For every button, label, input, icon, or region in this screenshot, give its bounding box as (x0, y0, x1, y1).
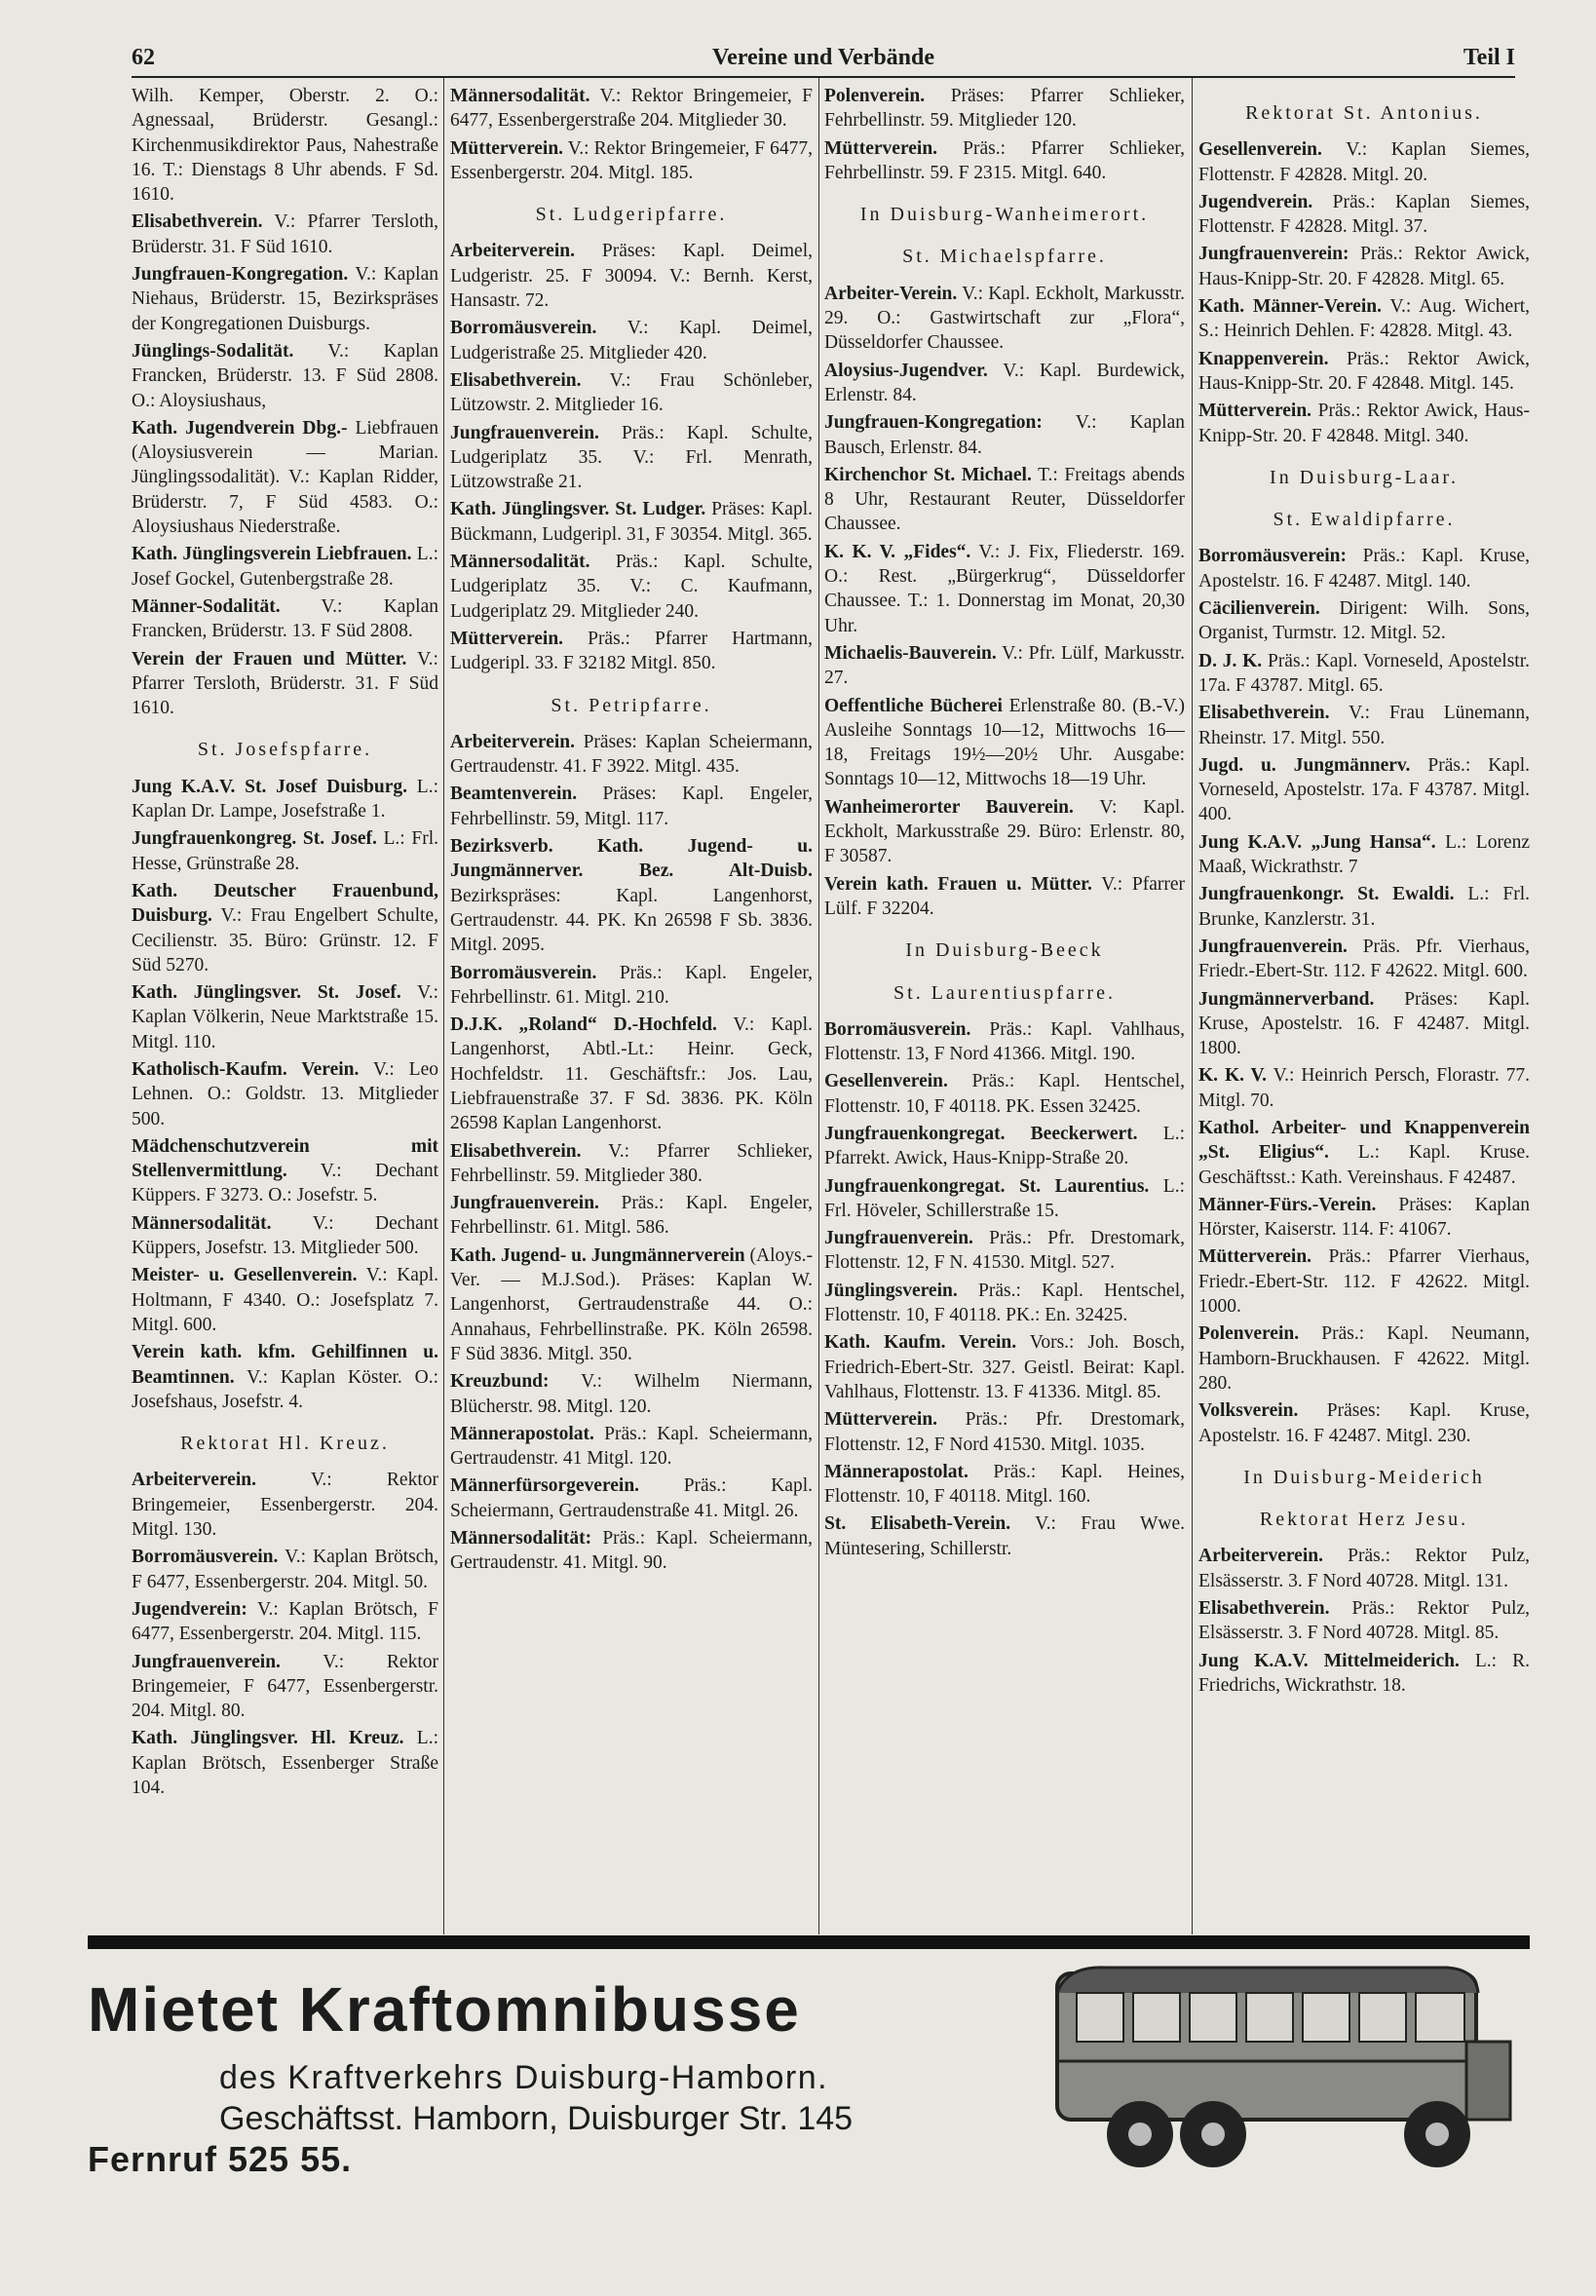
association-name: Männersodalität. (450, 86, 590, 106)
association-details: V.: J. Fix, Fliederstr. 169. O.: Rest. „Bürgerkrug“, Düsseldorfer Chaussee. T.: 1. Donnerstag im Monat, 20,30 Uhr. (824, 541, 1185, 636)
association-name: Männer-Fürs.-Verein. (1198, 1194, 1377, 1215)
association-details: V.: Pfarrer Tersloth, Brüderstr. 31. F Süd 1610. (132, 211, 438, 257)
association-entry (1198, 701, 1530, 750)
association-entry (450, 368, 813, 418)
association-entry (1198, 935, 1530, 984)
association-entry (1198, 1244, 1530, 1319)
association-name: Mütterverein. (824, 137, 938, 159)
association-details: L.: Lorenz Maaß, Wickrathstr. 7 (1198, 831, 1530, 878)
association-name: Arbeiterverein. (450, 731, 575, 752)
association-name: K. K. V. „Fides“. (824, 541, 971, 562)
association-details: Präs.: Pfr. Drestomark, Flottenstr. 12, F Nord 41530. Mitgl. 1035. (824, 1409, 1185, 1455)
association-details: L.: Josef Gockel, Gutenbergstraße 28. (132, 544, 438, 590)
running-title: Vereine und Verbände (711, 45, 935, 70)
association-entry (824, 84, 1185, 134)
association-entry (1198, 399, 1530, 448)
association-details: Präs.: Rektor Awick, Haus-Knipp-Str. 20. F 42848. Mitgl. 145. (1198, 348, 1530, 394)
association-details: V.: Kaplan Brötsch, F 6477, Essenbergerstr. 204. Mitgl. 115. (132, 1598, 438, 1645)
column-1 (132, 84, 438, 1931)
association-entry (1198, 1063, 1530, 1113)
association-details: V.: Pfarrer Schlieker, Fehrbellinstr. 59. Mitglieder 380. (450, 1140, 813, 1186)
ad-phone: Fernruf 525 55. (88, 2139, 353, 2179)
association-details: V.: Dechant Küppers, Josefstr. 13. Mitglieder 500. (132, 1212, 438, 1259)
association-details: Präses: Pfarrer Schlieker, Fehrbellinstr. 59. Mitglieder 120. (824, 86, 1185, 132)
association-name: Mütterverein. (1198, 401, 1312, 422)
association-entry (132, 1263, 438, 1337)
association-name: Mütterverein. (450, 137, 564, 159)
section-heading: St. Ewaldipfarre. (1273, 509, 1456, 531)
association-entry (824, 282, 1185, 356)
association-name: Jung K.A.V. St. Josef Duisburg. (132, 776, 408, 797)
association-name: Jungfrauenkongregat. Beeckerwert. (824, 1123, 1138, 1144)
association-details: Präses: Kapl. Bückmann, Ludgeripl. 31, F 30354. Mitgl. 365. (450, 499, 813, 545)
association-entry (132, 594, 438, 644)
association-name: Elisabethverein. (450, 369, 582, 391)
section-heading: St. Petripfarre. (551, 694, 712, 716)
association-name: Männer-Sodalität. (132, 595, 281, 617)
association-details: Präs.: Kapl. Schulte, Ludgeriplatz 35. V.: Frl. Menrath, Lützowstraße 21. (450, 422, 813, 493)
association-name: Jungfrauen-Kongregation. (132, 264, 349, 286)
association-name: Elisabethverein. (1198, 1598, 1330, 1620)
association-entry (1198, 882, 1530, 932)
association-entry (132, 84, 438, 207)
section-heading: In Duisburg-Meiderich (1243, 1466, 1485, 1488)
association-name: Arbeiter-Verein. (824, 283, 958, 304)
association-entry (1198, 987, 1530, 1061)
association-name: Kath. Deutscher Frauenbund, Duisburg. (132, 880, 438, 927)
association-details: V.: Pfarrer Tersloth, Brüderstr. 31. F Süd 1610. (132, 648, 438, 719)
association-name: Jugendverein: (132, 1598, 247, 1620)
association-name: Jungfrauen-Kongregation: (824, 412, 1043, 434)
association-name: Jung K.A.V. „Jung Hansa“. (1198, 831, 1436, 853)
association-entry (450, 961, 813, 1011)
association-name: Jungfrauenverein. (450, 422, 599, 443)
association-name: Jugd. u. Jungmännerv. (1198, 754, 1411, 776)
association-name: Cäcilienverein. (1198, 598, 1320, 620)
association-details: Präs.: Kaplan Siemes, Flottenstr. F 42828. Mitgl. 37. (1198, 191, 1530, 238)
section-heading: St. Ludgeripfarre. (535, 204, 728, 226)
association-details: Präs.: Kapl. Vorneseld, Apostelstr. 17a. F 43787. Mitgl. 400. (1198, 754, 1530, 825)
association-entry (132, 1211, 438, 1261)
association-entry (450, 1244, 813, 1366)
association-details: L.: Frl. Hesse, Grünstraße 28. (132, 828, 438, 874)
association-details: V.: Frau Schönleber, Lützowstr. 2. Mitglieder 16. (450, 369, 813, 416)
association-name: D. J. K. (1198, 650, 1263, 671)
association-name: Elisabethverein. (450, 1140, 582, 1162)
association-entry (450, 497, 813, 547)
association-name: Mütterverein. (450, 628, 564, 649)
association-name: Jungfrauenkongr. St. Ewaldi. (1198, 884, 1455, 905)
association-details: Präses: Kapl. Engeler, Fehrbellinstr. 59, Mitgl. 117. (450, 784, 813, 829)
association-entry (450, 316, 813, 365)
association-details: L.: Kaplan Dr. Lampe, Josefstraße 1. (132, 776, 438, 823)
section-heading: In Duisburg-Wanheimerort. (859, 204, 1150, 226)
association-details: V.: Kaplan Völkerin, Neue Marktstraße 15. Mitgl. 110. (132, 982, 438, 1052)
association-entry (824, 136, 1185, 186)
association-name: Bezirksverb. Kath. Jugend- u. Jungmännerver. Bez. Alt-Duisb. (450, 836, 813, 882)
association-name: Kathol. Arbeiter- und Knappenverein „St. Eligius“. (1198, 1117, 1530, 1164)
association-details: Präs.: Kapl. Vahlhaus, Flottenstr. 13, F Nord 41366. Mitgl. 190. (824, 1018, 1185, 1065)
association-name: Jugendverein. (1198, 191, 1313, 212)
association-entry (824, 540, 1185, 638)
column-divider (443, 78, 444, 1934)
association-name: Volksverein. (1198, 1400, 1299, 1422)
association-entry (1198, 242, 1530, 291)
association-details: V.: Wilhelm Niermann, Blücherstr. 98. Mitgl. 120. (450, 1371, 813, 1417)
association-name: Jung K.A.V. Mittelmeiderich. (1198, 1650, 1460, 1671)
association-details: Präs.: Kapl. Neumann, Hamborn-Bruckhausen. F 42622. Mitgl. 280. (1198, 1323, 1530, 1394)
association-name: Jünglingsverein. (824, 1280, 958, 1301)
association-details: V.: Frau Lünemann, Rheinstr. 17. Mitgl. 550. (1198, 703, 1530, 748)
association-name: Elisabethverein. (1198, 703, 1330, 724)
association-details: Präs.: Kapl. Heines, Flottenstr. 10, F 40118. Mitgl. 160. (824, 1461, 1185, 1508)
association-details: (Aloys.-Ver. — M.J.Sod.). Präses: Kaplan W. Langenhorst, Gertraudenstraße 44. O.: Annahaus, Fehrbellinstraße. PK. Köln 26598. F Süd 3836. Mitgl. 350. (450, 1244, 813, 1364)
association-details: L.: Frl. Brunke, Kanzlerstr. 31. (1198, 884, 1530, 930)
association-entry (132, 879, 438, 977)
association-entry (824, 359, 1185, 408)
association-name: Mütterverein. (824, 1409, 938, 1431)
association-details: Präses: Kaplan Hörster, Kaiserstr. 114. F: 41067. (1198, 1194, 1530, 1241)
column-divider (818, 78, 819, 1934)
association-details: V.: Kapl. Holtmann, F 4340. O.: Josefsplatz 7. Mitgl. 600. (132, 1265, 438, 1335)
association-details: V.: Kaplan Francken, Brüderstr. 13. F Süd 2808. (132, 595, 438, 642)
association-name: Elisabethverein. (132, 211, 263, 233)
association-details: V.: Kaplan Francken, Brüderstr. 13. F Süd 2808. O.: Aloysiushaus, (132, 340, 438, 411)
association-entry (450, 782, 813, 831)
association-details: V.: Kapl. Burdewick, Erlenstr. 84. (824, 360, 1185, 405)
association-details: V.: Kaplan Siemes, Flottenstr. F 42828. Mitgl. 20. (1198, 139, 1530, 185)
association-entry (824, 795, 1185, 869)
association-entry (824, 1017, 1185, 1067)
association-entry (824, 1174, 1185, 1224)
association-name: Aloysius-Jugendver. (824, 360, 988, 381)
association-details: V.: Heinrich Persch, Florastr. 77. Mitgl. 70. (1198, 1065, 1530, 1111)
section-heading: In Duisburg-Beeck (905, 939, 1104, 962)
association-entry (450, 239, 813, 313)
association-name: Jungfrauenverein. (1198, 936, 1348, 957)
association-entry (1198, 347, 1530, 397)
association-details: L.: Kaplan Brötsch, Essenberger Straße 104. (132, 1728, 438, 1798)
ad-address: Geschäftsst. Hamborn, Duisburger Str. 145 (219, 2100, 854, 2137)
association-entry (1198, 596, 1530, 646)
association-details: V.: Pfarrer Lülf. F 32204. (824, 873, 1185, 919)
section-heading: Rektorat Hl. Kreuz. (180, 1433, 390, 1455)
association-entry (1198, 1398, 1530, 1448)
association-details: V.: Frau Wwe. Müntesering, Schillerstr. (824, 1513, 1185, 1559)
association-name: Meister- u. Gesellenverein. (132, 1265, 358, 1286)
association-name: Kath. Jünglingsver. St. Josef. (132, 982, 401, 1004)
association-entry (1198, 137, 1530, 187)
association-name: Jungfrauenkongregat. St. Laurentius. (824, 1175, 1150, 1197)
association-entry (132, 1726, 438, 1800)
association-entry (132, 339, 438, 413)
association-name: Verein der Frauen und Mütter. (132, 648, 407, 670)
association-details: V.: Rektor Bringemeier, F 6477, Essenbergerstraße 204. Mitglieder 30. (450, 86, 813, 132)
association-details: Vors.: Joh. Bosch, Friedrich-Ebert-Str. 327. Geistl. Beirat: Kapl. Vahlhaus, Flottenstr. 13. F 41336. Mitgl. 85. (824, 1332, 1185, 1402)
association-entry (450, 1139, 813, 1189)
association-entry (450, 834, 813, 957)
association-details: Präs.: Pfarrer Schlieker, Fehrbellinstr. 59. F 2315. Mitgl. 640. (824, 137, 1185, 183)
association-entry (132, 826, 438, 876)
association-name: Mädchenschutzverein mit Stellenvermittlung. (132, 1135, 438, 1182)
association-entry (824, 410, 1185, 460)
association-details: Präses: Kapl. Deimel, Ludgeristr. 25. F 30094. V.: Bernh. Kerst, Hansastr. 72. (450, 241, 813, 312)
association-name: Kath. Kaufm. Verein. (824, 1332, 1017, 1354)
section-heading: St. Laurentiuspfarre. (893, 981, 1116, 1004)
association-entry (1198, 1596, 1530, 1646)
association-entry (824, 1512, 1185, 1561)
association-details: Präs.: Kapl. Vorneseld, Apostelstr. 17a. F 43787. Mitgl. 65. (1198, 650, 1530, 696)
part-label: Teil I (1463, 45, 1515, 70)
advertisement-rule (88, 1935, 1530, 1949)
association-entry (824, 1407, 1185, 1457)
association-details: Präses: Kaplan Scheiermann, Gertraudenstr. 41. F 3922. Mitgl. 435. (450, 731, 813, 778)
section-heading: Rektorat Herz Jesu. (1259, 1509, 1469, 1531)
association-details: Liebfrauen (Aloysiusverein — Marian. Jünglingssodalität). V.: Kaplan Ridder, Brüderstr. 7, F Süd 4583. O.: Aloysiushaus Niederstraße. (132, 417, 438, 538)
association-details: V.: Dechant Küppers. F 3273. O.: Josefstr. 5. (132, 1161, 438, 1206)
association-entry (450, 421, 813, 495)
association-details: Präs.: Kapl. Scheiermann, Gertraudenstraße 41. Mitgl. 26. (450, 1475, 813, 1521)
column-4 (1198, 84, 1530, 1931)
association-entry (132, 980, 438, 1054)
association-entry (132, 262, 438, 336)
association-details: V: Kapl. Eckholt, Markusstraße 29. Büro: Erlenstr. 80, F 30587. (824, 796, 1185, 867)
ad-company: des Kraftverkehrs Duisburg-Hamborn. (219, 2059, 829, 2096)
association-entry (132, 542, 438, 592)
association-details: V.: Pfr. Lülf, Markusstr. 27. (824, 642, 1185, 689)
association-entry (824, 1279, 1185, 1328)
association-details: V.: Frau Engelbert Schulte, Cecilienstr. 35. Büro: Grünstr. 12. F Süd 5270. (132, 905, 438, 976)
association-entry (1198, 1321, 1530, 1396)
association-entry (450, 730, 813, 780)
association-entry (132, 1650, 438, 1724)
association-entry (450, 550, 813, 624)
association-details: Präs.: Kapl. Engeler, Fehrbellinstr. 61. Mitgl. 586. (450, 1193, 813, 1239)
association-name: Polenverein. (824, 86, 926, 106)
association-details: Erlenstraße 80. (B.-V.) Ausleihe Sonntags 10—12, Mittwochs 16—18, Freitags 19½—20½ Uhr. Ausgabe: Sonntags 10—12, Mittwochs 18—19 Uhr. (824, 695, 1185, 790)
section-heading: St. Michaelspfarre. (902, 246, 1107, 268)
association-entry (450, 84, 813, 134)
association-details: V.: Kapl. Deimel, Ludgeristraße 25. Mitglieder 420. (450, 318, 813, 364)
association-name: Jungmännerverband. (1198, 988, 1375, 1010)
association-name: Jungfrauenverein. (132, 1651, 281, 1672)
association-details: Wilh. Kemper, Oberstr. 2. O.: Agnessaal, Brüderstr. Gesangl.: Kirchenmusikdirektor Paus, Nahestraße 16. T.: Dienstags 8 Uhr abends. F Sd. 1610. (132, 86, 438, 206)
association-entry (1198, 753, 1530, 827)
association-name: Wanheimerorter Bauverein. (824, 796, 1074, 818)
association-name: K. K. V. (1198, 1065, 1267, 1087)
association-entry (450, 1526, 813, 1576)
association-name: Gesellenverein. (1198, 139, 1322, 161)
association-name: Kath. Männer-Verein. (1198, 296, 1382, 318)
association-entry (132, 1545, 438, 1594)
association-name: Männerfürsorgeverein. (450, 1475, 640, 1497)
column-2 (450, 84, 813, 1931)
association-entry (132, 1134, 438, 1208)
association-entry (132, 1340, 438, 1414)
section-heading: Rektorat St. Antonius. (1245, 102, 1483, 124)
association-name: Männerapostolat. (450, 1423, 594, 1444)
association-name: Männerapostolat. (824, 1461, 969, 1482)
association-name: Knappenverein. (1198, 348, 1329, 369)
association-name: Katholisch-Kaufm. Verein. (132, 1058, 360, 1080)
association-details: Präs.: Kapl. Engeler, Fehrbellinstr. 61. Mitgl. 210. (450, 962, 813, 1008)
association-name: Borromäusverein. (450, 318, 597, 339)
association-name: Borromäusverein. (824, 1018, 971, 1040)
column-divider (1192, 78, 1193, 1934)
association-details: V.: Rektor Bringemeier, F 6477, Essenbergerstr. 204. Mitgl. 80. (132, 1651, 438, 1722)
association-details: L.: Frl. Höveler, Schillerstraße 15. (824, 1175, 1185, 1221)
association-details: Präs.: Kapl. Scheiermann, Gertraudenstr. 41 Mitgl. 120. (450, 1423, 813, 1470)
association-details: V.: Kaplan Köster. O.: Josefshaus, Josefstr. 4. (132, 1366, 438, 1412)
association-entry (824, 872, 1185, 922)
association-entry (1198, 190, 1530, 240)
association-name: Jungfrauenverein: (1198, 244, 1349, 265)
association-entry (824, 1330, 1185, 1404)
association-entry (1198, 544, 1530, 593)
association-name: Kath. Jünglingsver. St. Ludger. (450, 499, 706, 520)
association-entry (132, 416, 438, 539)
association-entry (1198, 1116, 1530, 1190)
association-name: Männersodalität: (450, 1528, 592, 1550)
association-details: V.: Leo Lehnen. O.: Goldstr. 13. Mitglieder 500. (132, 1058, 438, 1129)
association-entry (132, 1597, 438, 1647)
ad-headline: Mietet Kraftomnibusse (88, 1974, 801, 2045)
advertisement (88, 1954, 1530, 2188)
association-name: Arbeiterverein. (450, 241, 575, 262)
association-entry (132, 775, 438, 824)
section-heading: In Duisburg-Laar. (1270, 466, 1459, 488)
association-details: Präs. Pfr. Vierhaus, Friedr.-Ebert-Str. 112. F 42622. Mitgl. 600. (1198, 936, 1530, 982)
association-details: Bezirkspräses: Kapl. Langenhorst, Gertraudenstr. 44. PK. Kn 26598 F Sb. 3836. Mitgl. 2095. (450, 885, 813, 956)
association-details: V.: Aug. Wichert, S.: Heinrich Dehlen. F: 42828. Mitgl. 43. (1198, 296, 1530, 342)
association-name: Michaelis-Bauverein. (824, 642, 997, 664)
association-name: Oeffentliche Bücherei (824, 695, 1003, 716)
association-name: Jungfrauenverein. (824, 1228, 973, 1249)
association-name: Arbeiterverein. (132, 1470, 256, 1491)
association-details: Dirigent: Wilh. Sons, Organist, Turmstr. 12. Mitgl. 52. (1198, 598, 1530, 644)
association-entry (1198, 294, 1530, 344)
association-name: Männersodalität. (450, 552, 590, 573)
association-entry (132, 1468, 438, 1542)
association-name: Männersodalität. (132, 1212, 272, 1234)
association-name: Kreuzbund: (450, 1371, 550, 1393)
association-entry (450, 1473, 813, 1523)
association-entry (450, 1422, 813, 1472)
association-name: Jungfrauenverein. (450, 1193, 599, 1214)
association-name: Jünglings-Sodalität. (132, 340, 294, 362)
association-details: Präses: Kapl. Kruse, Apostelstr. 16. F 42487. Mitgl. 1800. (1198, 988, 1530, 1059)
association-details: Präs.: Kapl. Kruse, Apostelstr. 16. F 42487. Mitgl. 140. (1198, 546, 1530, 592)
association-details: V.: Kaplan Niehaus, Brüderstr. 15, Bezirkspräses der Kongregationen Duisburgs. (132, 264, 438, 334)
association-entry (132, 210, 438, 259)
association-details: V.: Rektor Bringemeier, F 6477, Essenbergerstr. 204. Mitgl. 185. (450, 137, 813, 183)
association-details: L.: Pfarrekt. Awick, Haus-Knipp-Straße 20. (824, 1123, 1185, 1169)
association-details: Präs.: Rektor Awick, Haus-Knipp-Str. 20. F 42828. Mitgl. 65. (1198, 244, 1530, 289)
column-3 (824, 84, 1185, 1931)
association-details: Präs.: Kapl. Hentschel, Flottenstr. 10, F 40118. PK.: En. 32425. (824, 1280, 1185, 1326)
association-entry (1198, 1193, 1530, 1243)
association-entry (1198, 830, 1530, 880)
association-entry (1198, 649, 1530, 699)
association-entry (824, 1226, 1185, 1276)
association-name: Verein kath. kfm. Gehilfinnen u. Beamtinnen. (132, 1342, 438, 1388)
association-name: Kath. Jünglingsverein Liebfrauen. (132, 544, 412, 565)
association-name: Borromäusverein: (1198, 546, 1348, 567)
association-details: Präs.: Kapl. Schulte, Ludgeriplatz 35. V.: C. Kaufmann, Ludgeriplatz 29. Mitglieder 240. (450, 552, 813, 622)
association-details: Präs.: Pfr. Drestomark, Flottenstr. 12, F N. 41530. Mitgl. 527. (824, 1228, 1185, 1274)
association-name: Jungfrauenkongreg. St. Josef. (132, 828, 377, 850)
association-details: Präs.: Rektor Awick, Haus-Knipp-Str. 20. F 42848. Mitgl. 340. (1198, 401, 1530, 446)
association-details: Präs.: Pfarrer Hartmann, Ludgeripl. 33. F 32182 Mitgl. 850. (450, 628, 813, 674)
association-entry (824, 463, 1185, 537)
association-details: Präses: Kapl. Kruse, Apostelstr. 16. F 42487. Mitgl. 230. (1198, 1400, 1530, 1446)
association-details: V.: Kapl. Langenhorst, Abtl.-Lt.: Heinr. Geck, Hochfeldstr. 11. Geschäftsfr.: Jos. Lau, Liebfrauenstraße 37. F Sd. 3836. PK. Köln 26598 Kaplan Langenhorst. (450, 1014, 813, 1134)
association-name: Borromäusverein. (450, 962, 597, 983)
association-name: Kath. Jugend- u. Jungmännerverein (450, 1244, 745, 1266)
association-details: V.: Kaplan Brötsch, F 6477, Essenbergerstr. 204. Mitgl. 50. (132, 1547, 438, 1592)
association-details: T.: Freitags abends 8 Uhr, Restaurant Reuter, Düsseldorfer Chaussee. (824, 464, 1185, 535)
association-name: Beamtenverein. (450, 784, 578, 805)
association-name: Polenverein. (1198, 1323, 1300, 1345)
association-entry (1198, 1544, 1530, 1593)
association-entry (824, 1122, 1185, 1171)
association-entry (450, 627, 813, 676)
association-name: Verein kath. Frauen u. Mütter. (824, 873, 1092, 895)
association-name: Kath. Jugendverein Dbg.- (132, 417, 348, 439)
association-details: L.: Kapl. Kruse. Geschäftsst.: Kath. Vereinshaus. F 42487. (1198, 1142, 1530, 1188)
association-entry (132, 647, 438, 721)
association-name: Kath. Jünglingsver. Hl. Kreuz. (132, 1728, 404, 1749)
page-header (132, 43, 1515, 78)
bus-illustration (1038, 1954, 1515, 2188)
association-details: Präs.: Pfarrer Vierhaus, Friedr.-Ebert-Str. 112. F 42622. Mitgl. 1000. (1198, 1246, 1530, 1318)
association-name: Arbeiterverein. (1198, 1546, 1323, 1567)
association-details: V.: Kaplan Bausch, Erlenstr. 84. (824, 412, 1185, 458)
association-details: V.: Rektor Bringemeier, Essenbergerstr. 204. Mitgl. 130. (132, 1470, 438, 1541)
association-entry (450, 1369, 813, 1419)
association-entry (450, 1191, 813, 1241)
section-heading: St. Josefspfarre. (197, 739, 373, 761)
association-entry (824, 1460, 1185, 1510)
association-name: D.J.K. „Roland“ D.-Hochfeld. (450, 1014, 717, 1036)
association-name: Borromäusverein. (132, 1547, 279, 1568)
association-details: V.: Kapl. Eckholt, Markusstr. 29. O.: Gastwirtschaft zur „Flora“, Düsseldorfer Chaussee. (824, 283, 1185, 354)
association-entry (450, 1013, 813, 1135)
association-name: Kirchenchor St. Michael. (824, 464, 1032, 485)
association-details: Präs.: Kapl. Scheiermann, Gertraudenstr. 41. Mitgl. 90. (450, 1528, 813, 1574)
page-number: 62 (132, 45, 155, 70)
association-name: Mütterverein. (1198, 1246, 1312, 1268)
association-entry (824, 1069, 1185, 1119)
association-entry (1198, 1649, 1530, 1699)
association-details: Präs.: Rektor Pulz, Elsässerstr. 3. F Nord 40728. Mitgl. 131. (1198, 1546, 1530, 1591)
association-name: Gesellenverein. (824, 1071, 948, 1092)
association-entry (824, 694, 1185, 792)
association-entry (132, 1057, 438, 1131)
association-details: Präs.: Rektor Pulz, Elsässerstr. 3. F Nord 40728. Mitgl. 85. (1198, 1598, 1530, 1644)
association-entry (824, 641, 1185, 691)
association-name: St. Elisabeth-Verein. (824, 1513, 1011, 1535)
association-details: L.: R. Friedrichs, Wickrathstr. 18. (1198, 1650, 1530, 1696)
association-details: Präs.: Kapl. Hentschel, Flottenstr. 10, F 40118. PK. Essen 32425. (824, 1071, 1185, 1117)
association-entry (450, 136, 813, 186)
